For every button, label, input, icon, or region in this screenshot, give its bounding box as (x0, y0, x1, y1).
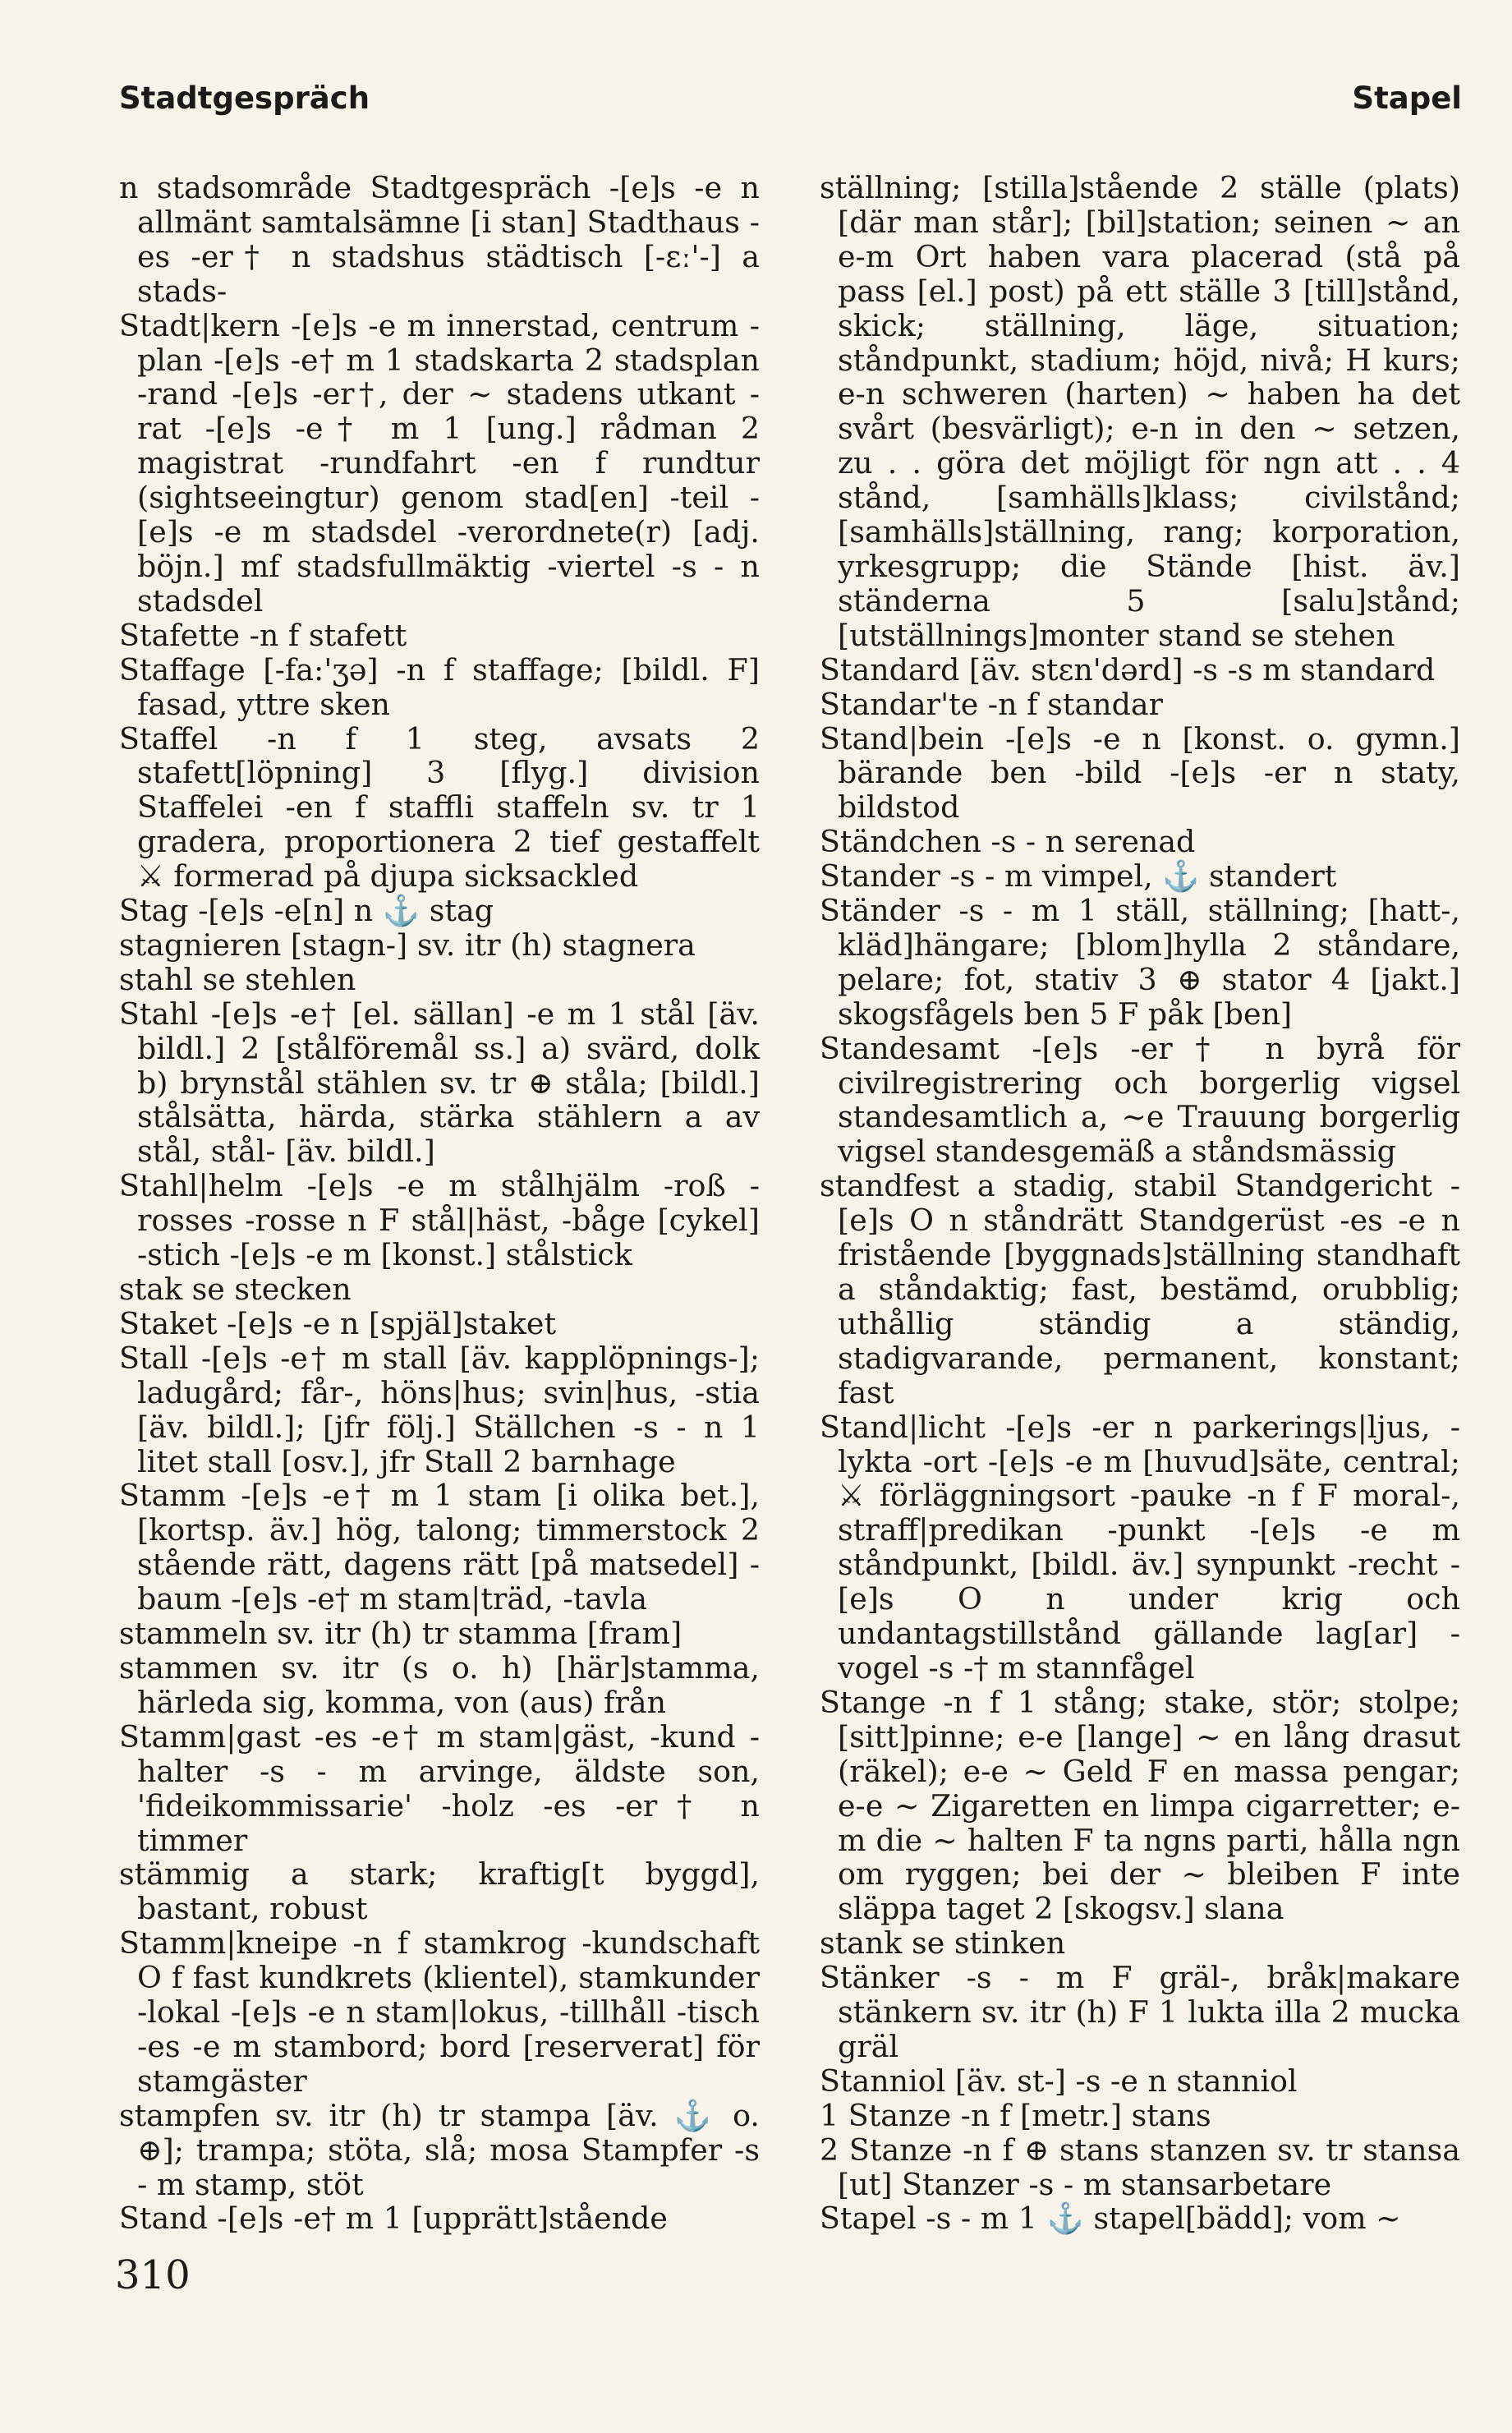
entry: n stadsområde Stadtgespräch -[e]s -e n allmänt samtalsämne [i stan] Stadthaus -es -er† n stadshus städtisch [-ɛː'-] a stads- (119, 170, 760, 309)
entry: Stanniol [äv. st-] -s -e n stanniol (820, 2063, 1298, 2099)
entry: Stahl -[e]s -e† [el. sällan] -e m 1 stål [äv. bildl.] 2 [stålföremål ss.] a) svärd, dolk b) brynstål stählen sv. tr ⊕ ståla; [bildl.] stålsätta, härda, stärka stählern a av stål, stål- [äv. bildl.] (119, 996, 760, 1170)
entry: 2 Stanze -n f ⊕ stans stanzen sv. tr stansa [ut] Stanzer -s - m stansarbetare (820, 2132, 1460, 2202)
entry: Standar'te -n f standar (820, 686, 1163, 722)
entry: Stafette -n f stafett (119, 617, 407, 653)
entry: 1 Stanze -n f [metr.] stans (820, 2097, 1211, 2133)
entry: Stamm|gast -es -e† m stam|gäst, -kund -halter -s - m arvinge, äldste son, 'fideikommissarie' -holz -es -er† n timmer (119, 1718, 760, 1858)
entry: Staket -[e]s -e n [spjäl]staket (119, 1305, 557, 1341)
entry: Stall -[e]s -e† m stall [äv. kapplöpnings-]; ladugård; får-, höns|hus; svin|hus, -stia [äv. bildl.]; [jfr följ.] Ställchen -s - n 1 litet stall [osv.], jfr Stall 2 barnhage (119, 1340, 760, 1479)
entry: Ständchen -s - n serenad (820, 824, 1196, 860)
entry: Ständer -s - m 1 ställ, ställning; [hatt-, kläd]hängare; [blom]hylla 2 ståndare, pelare; fot, stativ 3 ⊕ stator 4 [jakt.] skogsfågels ben 5 F påk [ben] (820, 893, 1460, 1032)
entry: Staffage [-fa:'ʒə] -n f staffage; [bildl. F] fasad, yttre sken (119, 651, 760, 722)
entry: Stänker -s - m F gräl-, bråk|makare stänkern sv. itr (h) F 1 lukta illa 2 mucka gräl (820, 1960, 1460, 2064)
right-column (820, 171, 1460, 2241)
entry: stämmig a stark; kraftig[t byggd], bastant, robust (119, 1856, 760, 1927)
guide-word-right: Stapel (1352, 80, 1462, 116)
entry: stammen sv. itr (s o. h) [här]stamma, härleda sig, komma, von (aus) från (119, 1649, 760, 1720)
left-column (119, 171, 760, 2241)
entry: Standard [äv. stɛn'dərd] -s -s m standard (820, 651, 1436, 688)
entry: stammeln sv. itr (h) tr stamma [fram] (119, 1616, 682, 1652)
entry: Stange -n f 1 stång; stake, stör; stolpe; [sitt]pinne; e-e [lange] ~ en lång drasut (räkel); e-e ~ Geld F en massa pengar; e-e ~ Zigaretten en limpa cigarretter; e-m die ~ halten F ta ngns parti, hålla ngn om ryggen; bei der ~ bleiben F inte släppa taget 2 [skogsv.] slana (820, 1684, 1460, 1927)
entry: stagnieren [stagn-] sv. itr (h) stagnera (119, 927, 696, 963)
entry: Stand|bein -[e]s -e n [konst. o. gymn.] bärande ben -bild -[e]s -er n staty, bildstod (820, 720, 1460, 826)
entry: stank se stinken (820, 1925, 1066, 1962)
entry: ställning; [stilla]stående 2 ställe (plats) [där man står]; [bil]station; seinen ~ an e-m Ort haben vara placerad (stå på pass [el.] post) på ett ställe 3 [till]stånd, skick; ställning, läge, situation; ståndpunkt, stadium; höjd, nivå; H kurs; e-n schweren (harten) ~ haben ha det svårt (besvärligt); e-n in den ~ setzen, zu . . göra det möjligt för ngn att . . 4 stånd, [samhälls]klass; civilstånd; [samhälls]ställning, rang; korporation, yrkesgrupp; die Stände [hist. äv.] ständerna 5 [salu]stånd; [utställnings]monter stand se stehen (820, 170, 1460, 653)
entry: Stamm -[e]s -e† m 1 stam [i olika bet.], [kortsp. äv.] hög, talong; timmerstock 2 stående rätt, dagens rätt [på matsedel] -baum -[e]s -e† m stam|träd, -tavla (119, 1478, 760, 1617)
entry: Stand|licht -[e]s -er n parkerings|ljus, -lykta -ort -[e]s -e m [huvud]säte, central; ⚔ förläggningsort -pauke -n f F moral-, straff|predikan -punkt -[e]s -e m ståndpunkt, [bildl. äv.] synpunkt -recht -[e]s O n under krig och undantagstillstånd gällande lag[ar] -vogel -s -† m stannfågel (820, 1409, 1460, 1686)
entry: Standesamt -[e]s -er† n byrå för civilregistrering och borgerlig vigsel standesamtlich a, ~e Trauung borgerlig vigsel standesgemäß a ståndsmässig (820, 1030, 1460, 1170)
page-number: 310 (115, 2252, 191, 2298)
entry: stahl se stehlen (119, 961, 356, 997)
entry: Stahl|helm -[e]s -e m stålhjälm -roß -rosses -rosse n F stål|häst, -båge [cykel] -stich -[e]s -e m [konst.] stålstick (119, 1168, 760, 1273)
entry: Stamm|kneipe -n f stamkrog -kundschaft O f fast kundkrets (klientel), stamkunder -lokal -[e]s -e n stam|lokus, -tillhåll -tisch -es -e m stambord; bord [reserverat] för stamgäster (119, 1925, 760, 2099)
page-header (119, 80, 1462, 130)
entry: Stag -[e]s -e[n] n ⚓ stag (119, 893, 494, 929)
entry: Staffel -n f 1 steg, avsats 2 stafett[löpning] 3 [flyg.] division Staffelei -en f staffli staffeln sv. tr 1 gradera, proportionera 2 tief gestaffelt ⚔ formerad på djupa sicksackled (119, 720, 760, 895)
guide-word-left: Stadtgespräch (119, 80, 370, 116)
entry: stak se stecken (119, 1272, 352, 1307)
entry: standfest a stadig, stabil Standgericht -[e]s O n ståndrätt Standgerüst -es -e n fristående [byggnads]ställning standhaft a ståndaktig; fast, bestämd, orubblig; uthållig ständig a ständig, stadigvarande, permanent, konstant; fast (820, 1168, 1460, 1410)
entry: Stander -s - m vimpel, ⚓ standert (820, 858, 1337, 895)
entry: stampfen sv. itr (h) tr stampa [äv. ⚓ o. ⊕]; trampa; stöta, slå; mosa Stampfer -s - m stamp, stöt (119, 2097, 760, 2202)
entry: Stand -[e]s -e† m 1 [upprätt]stående (119, 2201, 668, 2237)
entry: Stadt|kern -[e]s -e m innerstad, centrum -plan -[e]s -e† m 1 stadskarta 2 stadsplan -rand -[e]s -er†, der ~ stadens utkant -rat -[e]s -e† m 1 [ung.] rådman 2 magistrat -rundfahrt -en f rundtur (sightseeingtur) genom stad[en] -teil -[e]s -e m stadsdel -verordnete(r) [adj. böjn.] mf stadsfullmäktig -viertel -s - n stadsdel (119, 307, 760, 619)
entry: Stapel -s - m 1 ⚓ stapel[bädd]; vom ~ (820, 2201, 1401, 2237)
